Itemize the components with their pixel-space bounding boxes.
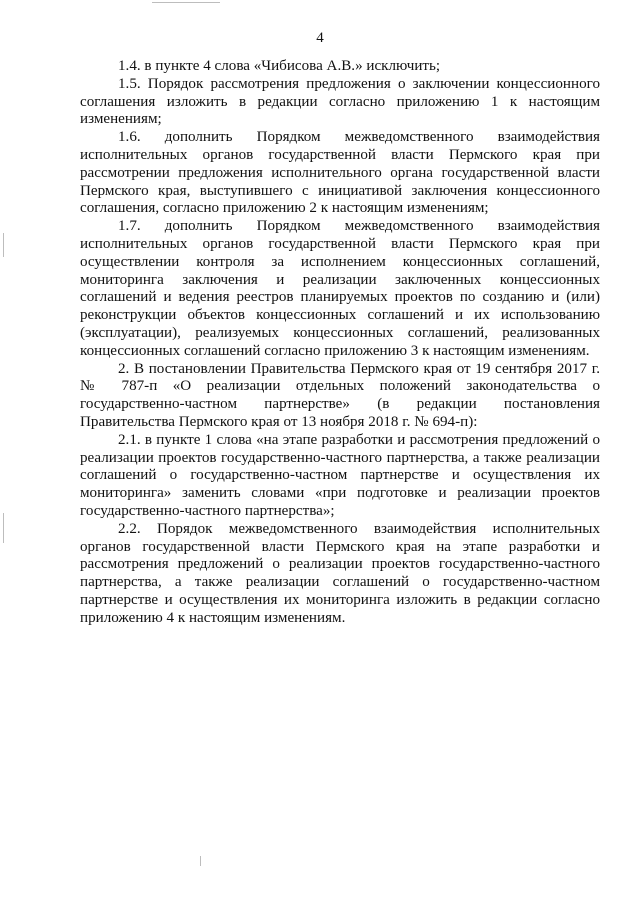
- scan-artifact-line: [200, 856, 201, 866]
- paragraph-1-4: 1.4. в пункте 4 слова «Чибисова А.В.» исключить;: [118, 58, 441, 74]
- page-number: 4: [316, 30, 324, 46]
- paragraph-2-1: 2.1. в пункте 1 слова «на этапе разработки и рассмотрения предложений о реализации проектов государственно-частного партнерства, а также реализации соглашений о государственно-частном партнерстве и осуществления их мониторинга» заменить словами «при подготовке и реализации проектов государственно-частного партнерства»;: [80, 431, 600, 519]
- scan-artifact-line: [3, 233, 4, 257]
- paragraph-2: 2. В постановлении Правительства Пермского края от 19 сентября 2017 г. № 787-п «О реализации отдельных положений законодательства о государственно-частном партнерстве» (в редакции постановления Правительства Пермского края от 13 ноября 2018 г. № 694-п):: [80, 360, 600, 430]
- paragraph-1-7: 1.7. дополнить Порядком межведомственного взаимодействия исполнительных органов государственной власти Пермского края при осуществлении контроля за исполнением концессионных соглашений, мониторинга заключения и реализации заключенных концессионных соглашений и ведения реестров планируемых проектов по созданию и (или) реконструкции объектов концессионных соглашений и их использованию (эксплуатации), реализуемых концессионных соглашений, реализованных концессионных соглашений согласно приложению 3 к настоящим изменениям.: [80, 218, 600, 359]
- scan-artifact-line: [3, 513, 4, 543]
- paragraph-1-5: 1.5. Порядок рассмотрения предложения о заключении концессионного соглашения изложить в редакции согласно приложению 1 к настоящим изменениям;: [80, 75, 600, 128]
- paragraph-1-6: 1.6. дополнить Порядком межведомственного взаимодействия исполнительных органов государственной власти Пермского края при рассмотрении предложения исполнительного органа государственной власти Пермского края, выступившего с инициативой заключения концессионного соглашения, согласно приложению 2 к настоящим изменениям;: [80, 129, 600, 217]
- scan-artifact-line: [152, 2, 220, 3]
- paragraph-2-2: 2.2. Порядок межведомственного взаимодействия исполнительных органов государственной власти Пермского края на этапе разработки и рассмотрения предложений о реализации проектов государственно-частного партнерства, а также реализации соглашений о государственно-частном партнерстве и осуществления их мониторинга изложить в редакции согласно приложению 4 к настоящим изменениям.: [80, 520, 600, 626]
- document-body: [80, 58, 600, 628]
